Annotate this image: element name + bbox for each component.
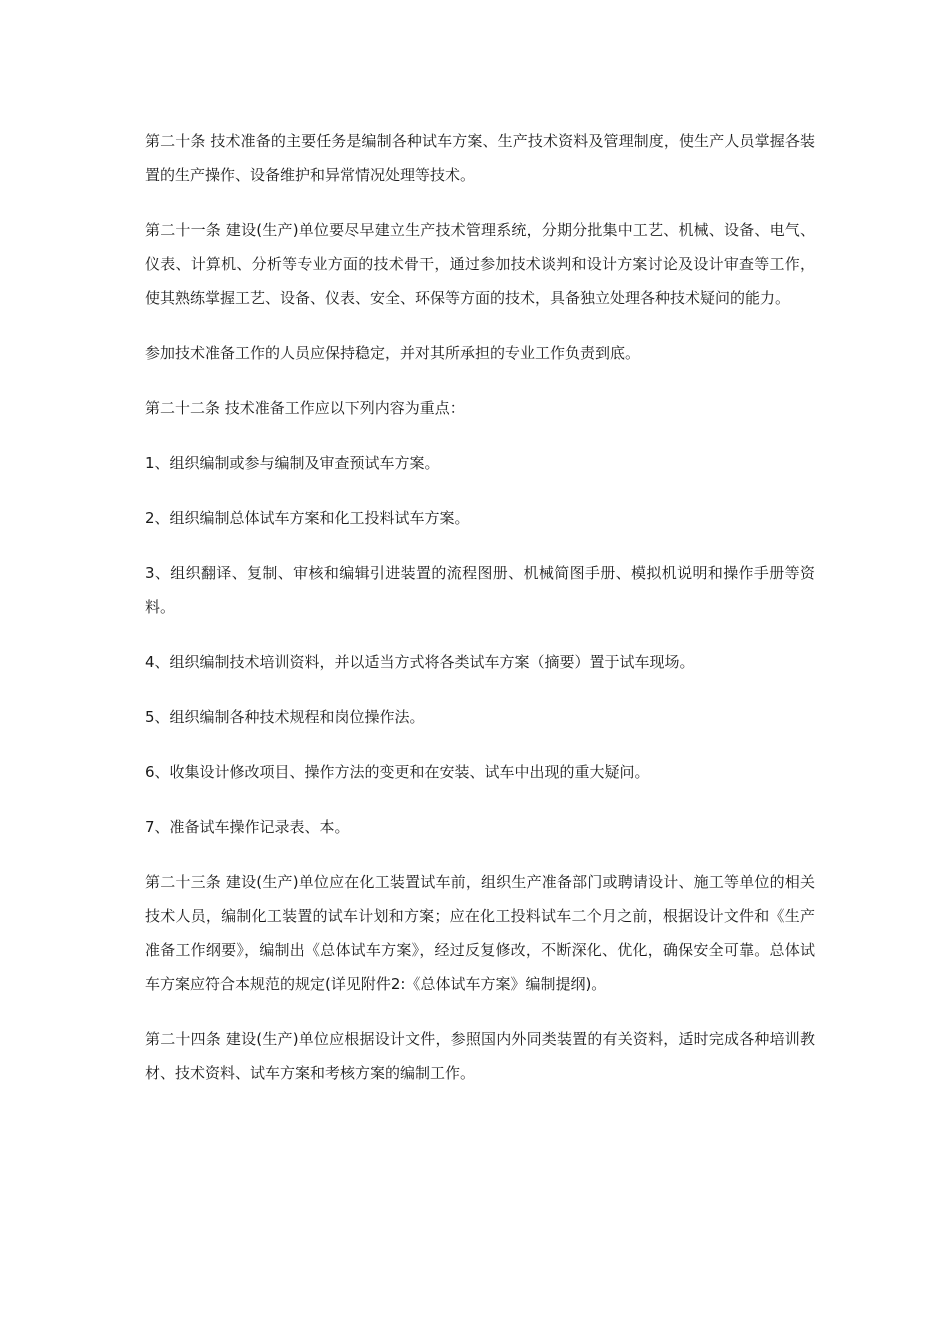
document-body	[145, 124, 815, 1111]
list-item-1: 1、组织编制或参与编制及审查预试车方案。	[145, 454, 440, 472]
paragraph-article-23: 第二十三条 建设(生产)单位应在化工装置试车前，组织生产准备部门或聘请设计、施工等单位的相关技术人员，编制化工装置的试车计划和方案；应在化工投料试车二个月之前，根据设计文件和《生产准备工作纲要》，编制出《总体试车方案》，经过反复修改，不断深化、优化，确保安全可靠。总体试车方案应符合本规范的规定(详见附件2:《总体试车方案》编制提纲)。	[145, 873, 815, 993]
list-item-3: 3、组织翻译、复制、审核和编辑引进装置的流程图册、机械简图手册、模拟机说明和操作手册等资料。	[145, 564, 815, 616]
list-item-7: 7、准备试车操作记录表、本。	[145, 818, 350, 836]
paragraph-article-20: 第二十条 技术准备的主要任务是编制各种试车方案、生产技术资料及管理制度，使生产人员掌握各装置的生产操作、设备维护和异常情况处理等技术。	[145, 132, 815, 184]
list-item-6: 6、收集设计修改项目、操作方法的变更和在安装、试车中出现的重大疑问。	[145, 763, 650, 781]
paragraph-article-24: 第二十四条 建设(生产)单位应根据设计文件，参照国内外同类装置的有关资料，适时完成各种培训教材、技术资料、试车方案和考核方案的编制工作。	[145, 1030, 815, 1082]
list-item-4: 4、组织编制技术培训资料，并以适当方式将各类试车方案（摘要）置于试车现场。	[145, 653, 695, 671]
list-item-2: 2、组织编制总体试车方案和化工投料试车方案。	[145, 509, 470, 527]
paragraph-article-21: 第二十一条 建设(生产)单位要尽早建立生产技术管理系统，分期分批集中工艺、机械、设备、电气、仪表、计算机、分析等专业方面的技术骨干，通过参加技术谈判和设计方案讨论及设计审查等工作，使其熟练掌握工艺、设备、仪表、安全、环保等方面的技术，具备独立处理各种技术疑问的能力。	[145, 221, 815, 307]
paragraph-staff-stability: 参加技术准备工作的人员应保持稳定，并对其所承担的专业工作负责到底。	[145, 344, 641, 362]
paragraph-article-22: 第二十二条 技术准备工作应以下列内容为重点：	[145, 399, 465, 417]
list-item-5: 5、组织编制各种技术规程和岗位操作法。	[145, 708, 425, 726]
